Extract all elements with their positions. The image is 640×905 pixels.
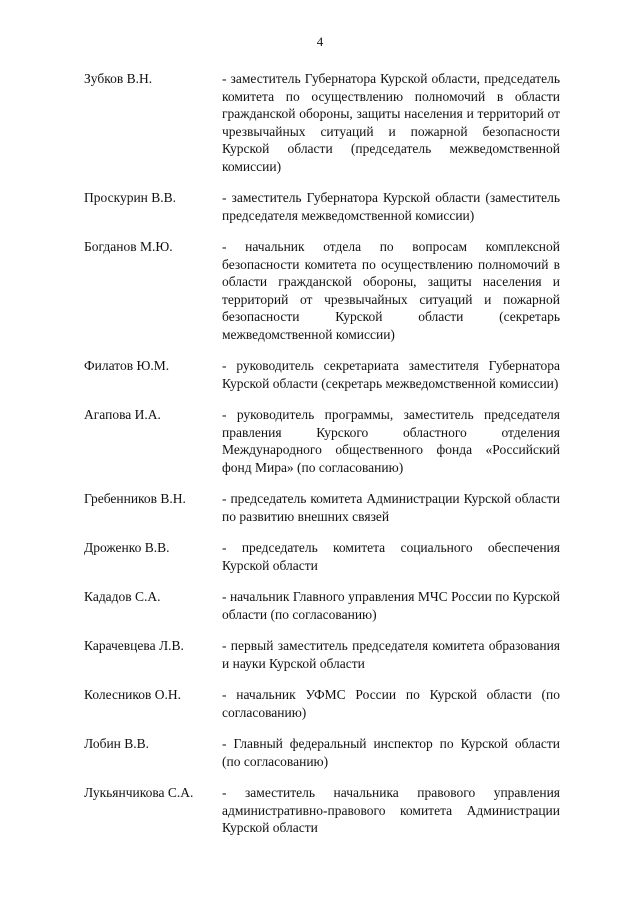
member-description: - заместитель Губернатора Курской области, председатель комитета по осуществлению полномочий в области гражданской обороны, защиты населения и территорий от чрезвычайных ситуаций и пожарной безопасности Курской области (председатель межведомственной комиссии) (222, 71, 560, 174)
member-description: - начальник УФМС России по Курской области (по согласованию) (222, 687, 560, 720)
member-name: Богданов М.Ю. (84, 239, 173, 254)
member-description: - Главный федеральный инспектор по Курской области (по согласованию) (222, 736, 560, 769)
member-row (84, 70, 560, 175)
member-row (84, 490, 560, 525)
member-description: - председатель комитета Администрации Курской области по развитию внешних связей (222, 491, 560, 524)
member-name: Зубков В.Н. (84, 71, 153, 86)
member-row (84, 357, 560, 392)
member-name: Лобин В.В. (84, 736, 150, 751)
member-name: Лукьянчикова С.А. (84, 785, 194, 800)
member-row (84, 189, 560, 224)
member-row (84, 238, 560, 343)
member-name: Колесников О.Н. (84, 687, 182, 702)
member-row (84, 784, 560, 837)
member-name: Филатов Ю.М. (84, 358, 170, 373)
member-row (84, 637, 560, 672)
member-description: - первый заместитель председателя комитета образования и науки Курской области (222, 638, 560, 671)
member-row (84, 588, 560, 623)
member-name: Проскурин В.В. (84, 190, 177, 205)
page-number: 4 (316, 34, 324, 49)
member-row (84, 686, 560, 721)
member-name: Дроженко В.В. (84, 540, 170, 555)
member-description: - начальник Главного управления МЧС России по Курской области (по согласованию) (222, 589, 560, 622)
member-row (84, 406, 560, 476)
member-description: - руководитель секретариата заместителя Губернатора Курской области (секретарь межведомственной комиссии) (222, 358, 560, 391)
member-description: - председатель комитета социального обеспечения Курской области (222, 540, 560, 573)
member-name: Кададов С.А. (84, 589, 161, 604)
member-row (84, 735, 560, 770)
commission-members-list (84, 70, 560, 837)
member-description: - заместитель начальника правового управления административно-правового комитета Администрации Курской области (222, 785, 560, 835)
member-name: Карачевцева Л.В. (84, 638, 184, 653)
member-description: - руководитель программы, заместитель председателя правления Курского областного отделения Международного общественного фонда «Российский фонд Мира» (по согласованию) (222, 407, 560, 475)
member-description: - начальник отдела по вопросам комплексной безопасности комитета по осуществлению полномочий в области гражданской обороны, защиты населения и территорий от чрезвычайных ситуаций и пожарной безопасности Курской области (секретарь межведомственной комиссии) (222, 239, 560, 342)
member-name: Агапова И.А. (84, 407, 161, 422)
member-description: - заместитель Губернатора Курской области (заместитель председателя межведомственной комиссии) (222, 190, 560, 223)
member-row (84, 539, 560, 574)
member-name: Гребенников В.Н. (84, 491, 186, 506)
